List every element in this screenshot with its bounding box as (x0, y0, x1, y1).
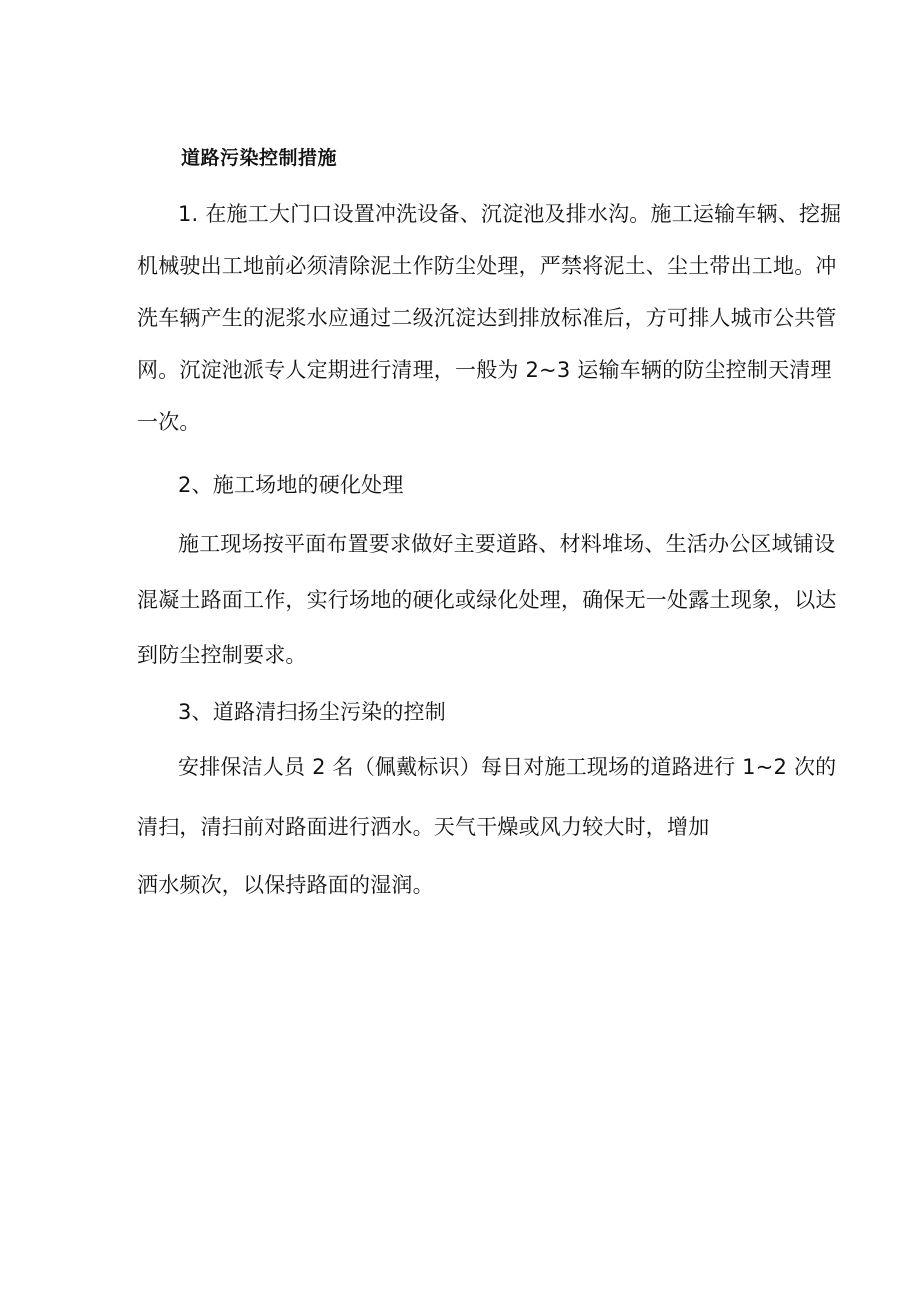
section3-line-2: 清扫，清扫前对路面进行洒水。天气干燥或风力较大时，增加 (137, 815, 710, 839)
section2-line-3: 到防尘控制要求。 (137, 643, 307, 667)
section3-line-1: 安排保洁人员 2 名（佩戴标识）每日对施工现场的道路进行 1~2 次的 (178, 755, 837, 779)
section1-line-1: 1. 在施工大门口设置冲洗设备、沉淀池及排水沟。施工运输车辆、挖掘 (178, 202, 842, 226)
document-title: 道路污染控制措施 (181, 147, 338, 169)
section2-line-1: 施工现场按平面布置要求做好主要道路、材料堆场、生活办公区域铺设 (178, 532, 836, 556)
section1-line-5: 一次。 (137, 410, 201, 434)
section1-line-4: 网。沉淀池派专人定期进行清理，一般为 2~3 运输车辆的防尘控制天清理 (137, 358, 832, 382)
section3-heading: 3、道路清扫扬尘污染的控制 (178, 700, 446, 724)
section2-heading: 2、施工场地的硬化处理 (178, 473, 404, 497)
section1-line-3: 洗车辆产生的泥浆水应通过二级沉淀达到排放标准后，方可排人城市公共管 (137, 306, 837, 330)
section2-line-2: 混凝土路面工作，实行场地的硬化或绿化处理，确保无一处露土现象，以达 (137, 588, 837, 612)
section1-line-2: 机械驶出工地前必须清除泥土作防尘处理，严禁将泥土、尘土带出工地。冲 (137, 254, 837, 278)
section3-line-3: 洒水频次，以保持路面的湿润。 (137, 873, 434, 897)
